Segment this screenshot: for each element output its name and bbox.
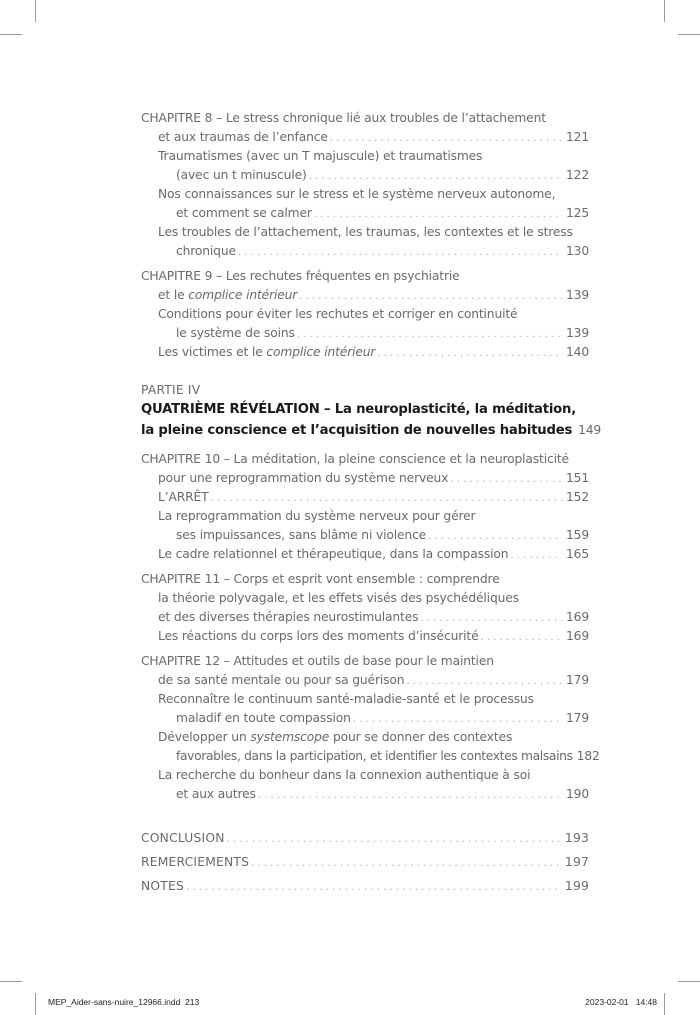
dot-leader: [297, 325, 562, 344]
table-of-contents: [141, 109, 601, 898]
dot-leader: [420, 609, 562, 628]
crop-mark: [35, 0, 36, 22]
crop-mark: [0, 34, 22, 35]
toc-entry[interactable]: Le cadre relationnel et thérapeutique, dans la compassion . . . 165: [141, 545, 589, 564]
page-number: 190: [565, 787, 589, 801]
page-number: 169: [565, 629, 589, 643]
page-number: 199: [564, 879, 589, 893]
chapter-title: CHAPITRE 12 – Attitudes et outils de base pour le maintien: [141, 654, 494, 668]
section-title: La reprogrammation du système nerveux pour gérer: [158, 509, 476, 523]
page-number: 139: [565, 326, 589, 340]
crop-mark: [35, 993, 36, 1015]
dot-leader: [258, 786, 562, 805]
file-name: MEP_Aider-sans-nuire_12966.indd: [48, 997, 181, 1007]
dot-leader: [309, 167, 562, 186]
part-title: QUATRIÈME RÉVÉLATION – La neuroplasticité, la méditation,: [141, 402, 577, 417]
chapter-title: la théorie polyvagale, et les effets visés des psychédéliques: [158, 591, 519, 605]
toc-entry[interactable]: et le complice intérieur . . . 139: [141, 286, 589, 305]
section-title: La recherche du bonheur dans la connexion authentique à soi: [158, 768, 531, 782]
crop-mark: [664, 993, 665, 1015]
dot-leader: [251, 852, 561, 876]
section-title: Développer un systemscope pour se donner des contextes: [158, 730, 513, 744]
page-number: 182: [576, 749, 600, 763]
crop-mark: [664, 0, 665, 22]
chapter-title: CHAPITRE 9 – Les rechutes fréquentes en psychiatrie: [141, 269, 460, 283]
page-number: 193: [564, 831, 589, 845]
page-number: 159: [565, 528, 589, 542]
page-number: 197: [564, 855, 589, 869]
page-number: 140: [565, 345, 589, 359]
slug-page-number: 213: [185, 997, 200, 1007]
toc-entry-conclusion[interactable]: CONCLUSION . . . 193: [141, 826, 589, 850]
toc-entry[interactable]: Les réactions du corps lors des moments d’insécurité . . . 169: [141, 627, 589, 646]
page-number: 152: [565, 490, 589, 504]
crop-mark: [678, 34, 700, 35]
toc-entry[interactable]: le système de soins . . . 139: [141, 324, 589, 343]
crop-mark: [0, 981, 22, 982]
toc-entry[interactable]: de sa santé mentale ou pour sa guérison . . . 179: [141, 671, 589, 690]
section-title: Nos connaissances sur le stress et le système nerveux autonome,: [158, 187, 556, 201]
dot-leader: [238, 243, 562, 262]
page-number: 122: [565, 168, 589, 182]
dot-leader: [481, 628, 562, 647]
page-number: 125: [565, 206, 589, 220]
dot-leader: [314, 205, 562, 224]
toc-entry[interactable]: pour une reprogrammation du système nerveux . . . 151: [141, 469, 589, 488]
page-number: 121: [565, 130, 589, 144]
toc-entry[interactable]: maladif en toute compassion . . . 179: [141, 709, 589, 728]
crop-mark: [678, 981, 700, 982]
chapter-title: CHAPITRE 11 – Corps et esprit vont ensemble : comprendre: [141, 572, 500, 586]
slug-date: 2023-02-01: [585, 997, 629, 1007]
page-number: 139: [565, 288, 589, 302]
toc-entry[interactable]: Les victimes et le complice intérieur . . . 140: [141, 343, 589, 362]
toc-entry[interactable]: (avec un t minuscule) . . . 122: [141, 166, 589, 185]
toc-entry[interactable]: et aux autres . . . 190: [141, 785, 589, 804]
toc-entry[interactable]: et des diverses thérapies neurostimulantes . . . 169: [141, 608, 589, 627]
page-number: 130: [565, 244, 589, 258]
dot-leader: [227, 828, 561, 852]
dot-leader: [186, 876, 561, 900]
slug-timestamp: [585, 997, 657, 1007]
dot-leader: [211, 489, 562, 508]
slug-filename: [48, 997, 199, 1007]
section-title: Reconnaître le continuum santé-maladie-santé et le processus: [158, 692, 534, 706]
toc-entry[interactable]: ses impuissances, sans blâme ni violence . . . 159: [141, 526, 589, 545]
dot-leader: [353, 710, 562, 729]
dot-leader: [377, 344, 562, 363]
toc-entry[interactable]: favorables, dans la participation, et identifier les contextes malsains 182: [141, 747, 589, 766]
toc-entry-notes[interactable]: NOTES . . . 199: [141, 874, 589, 898]
section-title: Les troubles de l’attachement, les traumas, les contextes et le stress: [158, 225, 573, 239]
toc-entry-remerciements[interactable]: REMERCIEMENTS . . . 197: [141, 850, 589, 874]
slug-time: 14:48: [635, 997, 657, 1007]
page-number: 169: [565, 610, 589, 624]
dot-leader: [428, 527, 562, 546]
page-number: 179: [565, 673, 589, 687]
section-title: Conditions pour éviter les rechutes et corriger en continuité: [158, 307, 518, 321]
toc-entry[interactable]: L’ARRÊT . . . 152: [141, 488, 589, 507]
page-number: 179: [565, 711, 589, 725]
section-title: Traumatismes (avec un T majuscule) et traumatismes: [158, 149, 483, 163]
dot-leader: [406, 672, 562, 691]
toc-entry[interactable]: et comment se calmer . . . 125: [141, 204, 589, 223]
dot-leader: [510, 546, 562, 565]
toc-entry[interactable]: chronique . . . 130: [141, 242, 589, 261]
toc-entry[interactable]: la pleine conscience et l’acquisition de nouvelles habitudes 149: [141, 420, 589, 440]
page-number: 149: [578, 423, 601, 437]
dot-leader: [330, 129, 562, 148]
page-number: 165: [565, 547, 589, 561]
chapter-title: CHAPITRE 10 – La méditation, la pleine conscience et la neuroplasticité: [141, 452, 569, 466]
chapter-title: CHAPITRE 8 – Le stress chronique lié aux troubles de l’attachement: [141, 111, 546, 125]
page-number: 151: [565, 471, 589, 485]
toc-entry[interactable]: et aux traumas de l’enfance . . . 121: [141, 128, 589, 147]
dot-leader: [450, 470, 562, 489]
dot-leader: [299, 287, 562, 306]
part-label: PARTIE IV: [141, 383, 201, 397]
